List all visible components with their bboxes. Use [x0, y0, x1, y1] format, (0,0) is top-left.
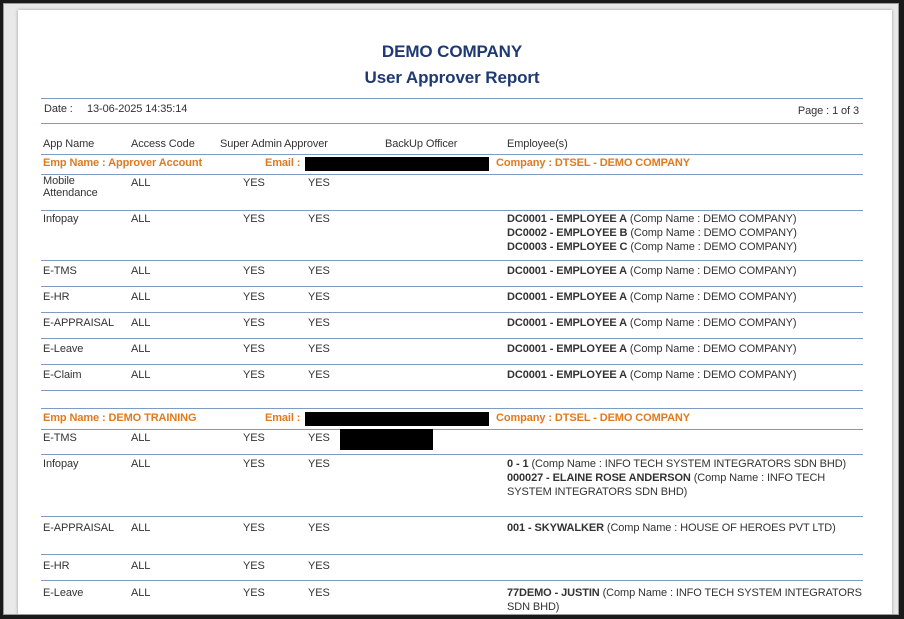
super-admin-value: YES: [243, 213, 265, 225]
access-code: ALL: [131, 432, 151, 444]
employee-entry: [507, 212, 867, 226]
access-code: ALL: [131, 560, 151, 572]
col-employees: Employee(s): [507, 138, 568, 150]
emp-name-label: Emp Name : Approver Account: [43, 157, 203, 169]
approver-value: YES: [308, 177, 330, 189]
approver-value: YES: [308, 458, 330, 470]
employee-entry: [507, 586, 867, 614]
divider: [41, 98, 863, 99]
super-admin-value: YES: [243, 317, 265, 329]
redacted-backup-officer: [340, 429, 433, 450]
access-code: ALL: [131, 213, 151, 225]
employee-code: 000027 - ELAINE ROSE ANDERSON: [507, 472, 691, 484]
approver-value: YES: [308, 317, 330, 329]
employee-entry: [507, 316, 867, 330]
col-access-code: Access Code: [131, 138, 195, 150]
date-label: Date :: [44, 103, 73, 115]
app-name: E-TMS: [43, 265, 77, 277]
employee-code: DC0001 - EMPLOYEE A: [507, 265, 627, 277]
employee-code: DC0001 - EMPLOYEE A: [507, 343, 627, 355]
employee-code: 0 - 1: [507, 458, 529, 470]
app-name: E-HR: [43, 291, 70, 303]
approver-value: YES: [308, 291, 330, 303]
redacted-email: [305, 412, 489, 426]
approver-value: YES: [308, 432, 330, 444]
divider: [41, 429, 863, 430]
divider: [41, 154, 863, 155]
super-admin-value: YES: [243, 587, 265, 599]
app-name: E-Claim: [43, 369, 82, 381]
app-name: E-APPRAISAL: [43, 317, 115, 329]
employee-entry: [507, 471, 867, 499]
employee-entry: [507, 521, 867, 535]
employee-entry: [507, 240, 867, 254]
approver-value: YES: [308, 587, 330, 599]
employee-company: (Comp Name : DEMO COMPANY): [626, 265, 797, 277]
app-name: E-Leave: [43, 343, 84, 355]
divider: [41, 338, 863, 339]
super-admin-value: YES: [243, 265, 265, 277]
access-code: ALL: [131, 587, 151, 599]
employee-company: (Comp Name : HOUSE OF HEROES PVT LTD): [603, 522, 836, 534]
employee-entry: [507, 457, 867, 471]
approver-value: YES: [308, 343, 330, 355]
approver-value: YES: [308, 369, 330, 381]
app-name: E-APPRAISAL: [43, 522, 115, 534]
divider: [41, 516, 863, 517]
app-name: Mobile Attendance: [43, 175, 98, 199]
company-label: Company : DTSEL - DEMO COMPANY: [496, 157, 690, 169]
approver-value: YES: [308, 560, 330, 572]
employee-code: DC0001 - EMPLOYEE A: [507, 317, 627, 329]
employee-code: 001 - SKYWALKER: [507, 522, 604, 534]
employee-code: DC0002 - EMPLOYEE B: [507, 227, 628, 239]
employee-entry: [507, 226, 867, 240]
report-title: User Approver Report: [364, 68, 540, 87]
employee-code: DC0001 - EMPLOYEE A: [507, 213, 627, 225]
report-page: [18, 10, 892, 615]
employee-entry: [507, 368, 867, 382]
screenshot-frame: [3, 3, 899, 615]
emp-name-label: Emp Name : DEMO TRAINING: [43, 412, 197, 424]
email-label: Email :: [265, 412, 301, 424]
employee-list: [507, 457, 867, 499]
divider: [41, 174, 863, 175]
redacted-email: [305, 157, 489, 171]
super-admin-value: YES: [243, 560, 265, 572]
super-admin-value: YES: [243, 458, 265, 470]
super-admin-value: YES: [243, 291, 265, 303]
employee-company: (Comp Name : DEMO COMPANY): [627, 227, 797, 239]
super-admin-value: YES: [243, 522, 265, 534]
divider: [41, 408, 863, 409]
employee-company: (Comp Name : INFO TECH SYSTEM INTEGRATORS SDN BHD): [507, 587, 862, 613]
employee-list: [507, 212, 867, 254]
employee-code: DC0001 - EMPLOYEE A: [507, 369, 627, 381]
employee-company: (Comp Name : DEMO COMPANY): [626, 317, 797, 329]
col-super-admin: Super Admin: [220, 138, 282, 150]
employee-company: (Comp Name : DEMO COMPANY): [626, 369, 797, 381]
col-backup-officer: BackUp Officer: [385, 138, 458, 150]
divider: [41, 123, 863, 124]
divider: [41, 312, 863, 313]
employee-company: (Comp Name : DEMO COMPANY): [626, 343, 797, 355]
approver-value: YES: [308, 213, 330, 225]
employee-company: (Comp Name : INFO TECH SYSTEM INTEGRATORS SDN BHD): [528, 458, 847, 470]
employee-company: (Comp Name : DEMO COMPANY): [626, 291, 797, 303]
app-name: E-TMS: [43, 432, 77, 444]
employee-code: DC0001 - EMPLOYEE A: [507, 291, 627, 303]
access-code: ALL: [131, 522, 151, 534]
divider: [41, 286, 863, 287]
access-code: ALL: [131, 291, 151, 303]
access-code: ALL: [131, 317, 151, 329]
app-name: E-HR: [43, 560, 70, 572]
divider: [41, 260, 863, 261]
email-label: Email :: [265, 157, 301, 169]
employee-company: (Comp Name : DEMO COMPANY): [626, 213, 797, 225]
col-app-name: App Name: [43, 138, 95, 150]
access-code: ALL: [131, 265, 151, 277]
access-code: ALL: [131, 177, 151, 189]
company-label: Company : DTSEL - DEMO COMPANY: [496, 412, 690, 424]
employee-code: 77DEMO - JUSTIN: [507, 587, 600, 599]
divider: [41, 364, 863, 365]
app-name: Infopay: [43, 213, 79, 225]
super-admin-value: YES: [243, 177, 265, 189]
super-admin-value: YES: [243, 369, 265, 381]
date-value: 13-06-2025 14:35:14: [87, 103, 188, 115]
col-approver: Approver: [284, 138, 328, 150]
divider: [41, 210, 863, 211]
app-name: Infopay: [43, 458, 79, 470]
access-code: ALL: [131, 458, 151, 470]
divider: [41, 554, 863, 555]
company-title: DEMO COMPANY: [381, 42, 523, 61]
divider: [41, 580, 863, 581]
employee-code: DC0003 - EMPLOYEE C: [507, 241, 628, 253]
employee-entry: [507, 342, 867, 356]
approver-value: YES: [308, 265, 330, 277]
approver-value: YES: [308, 522, 330, 534]
divider: [41, 454, 863, 455]
access-code: ALL: [131, 343, 151, 355]
employee-entry: [507, 290, 867, 304]
employee-company: (Comp Name : DEMO COMPANY): [627, 241, 797, 253]
super-admin-value: YES: [243, 432, 265, 444]
employee-company: (Comp Name : INFO TECH SYSTEM INTEGRATORS SDN BHD): [507, 472, 826, 498]
page-number: Page : 1 of 3: [797, 105, 859, 117]
employee-entry: [507, 264, 867, 278]
app-name: E-Leave: [43, 587, 84, 599]
super-admin-value: YES: [243, 343, 265, 355]
divider: [41, 390, 863, 391]
access-code: ALL: [131, 369, 151, 381]
